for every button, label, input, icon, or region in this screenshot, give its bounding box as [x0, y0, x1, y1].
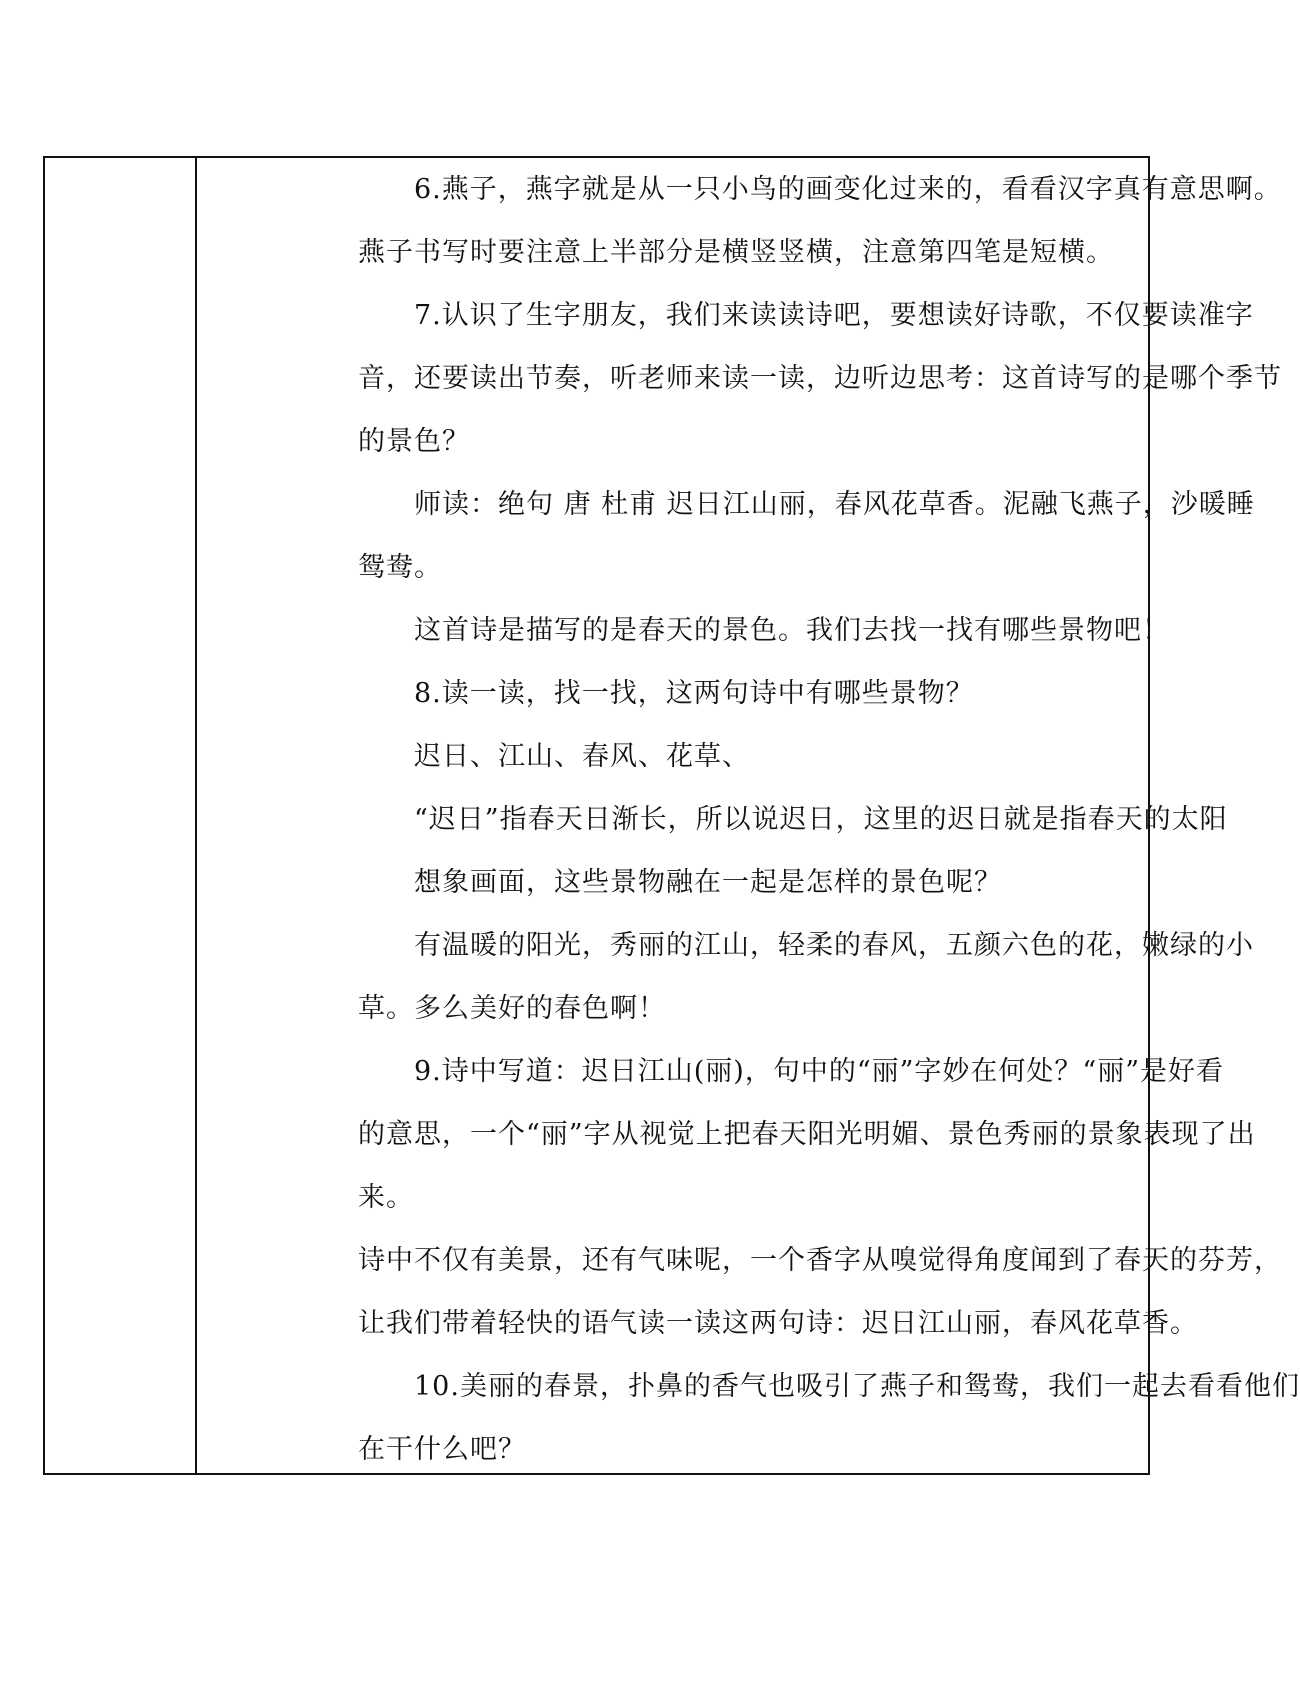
text-line: 师读：绝句 唐 杜甫 迟日江山丽，春风花草香。泥融飞燕子，沙暖睡: [358, 489, 1255, 520]
text-line: 6.燕子，燕字就是从一只小鸟的画变化过来的，看看汉字真有意思啊。: [358, 174, 1282, 205]
text-line: 9.诗中写道：迟日江山(丽)，句中的“丽”字妙在何处？“丽”是好看: [358, 1056, 1225, 1087]
content-cell: [196, 157, 1300, 1474]
text-line: 让我们带着轻快的语气读一读这两句诗：迟日江山丽，春风花草香。: [358, 1308, 1198, 1339]
text-line: 这首诗是描写的是春天的景色。我们去找一找有哪些景物吧！: [358, 615, 1170, 646]
text-line: “迟日”指春天日渐长，所以说迟日，这里的迟日就是指春天的太阳: [358, 804, 1228, 835]
content-text: [358, 158, 1300, 1481]
text-line: 在干什么吧？: [358, 1434, 526, 1465]
text-line: 燕子书写时要注意上半部分是横竖竖横，注意第四笔是短横。: [358, 237, 1114, 268]
text-line: 有温暖的阳光，秀丽的江山，轻柔的春风，五颜六色的花，嫩绿的小: [358, 930, 1254, 961]
text-line: 草。多么美好的春色啊！: [358, 993, 666, 1024]
left-column-cell: [44, 157, 196, 1474]
text-line: 音，还要读出节奏，听老师来读一读，边听边思考：这首诗写的是哪个季节: [358, 363, 1282, 394]
text-line: 诗中不仅有美景，还有气味呢，一个香字从嗅觉得角度闻到了春天的芬芳，: [358, 1245, 1282, 1276]
text-line: 10.美丽的春景，扑鼻的香气也吸引了燕子和鸳鸯，我们一起去看看他们: [358, 1371, 1300, 1402]
text-line: 的景色？: [358, 426, 470, 457]
table-row: [44, 157, 1149, 1474]
text-line: 鸳鸯。: [358, 552, 442, 583]
text-line: 的意思，一个“丽”字从视觉上把春天阳光明媚、景色秀丽的景象表现了出: [358, 1119, 1256, 1150]
text-line: 7.认识了生字朋友，我们来读读诗吧，要想读好诗歌，不仅要读准字: [358, 300, 1254, 331]
text-line: 想象画面，这些景物融在一起是怎样的景色呢？: [358, 867, 1002, 898]
text-line: 迟日、江山、春风、花草、: [358, 741, 750, 772]
lesson-table: [43, 156, 1300, 1475]
text-line: 来。: [358, 1182, 414, 1213]
text-line: 8.读一读，找一找，这两句诗中有哪些景物？: [358, 678, 974, 709]
